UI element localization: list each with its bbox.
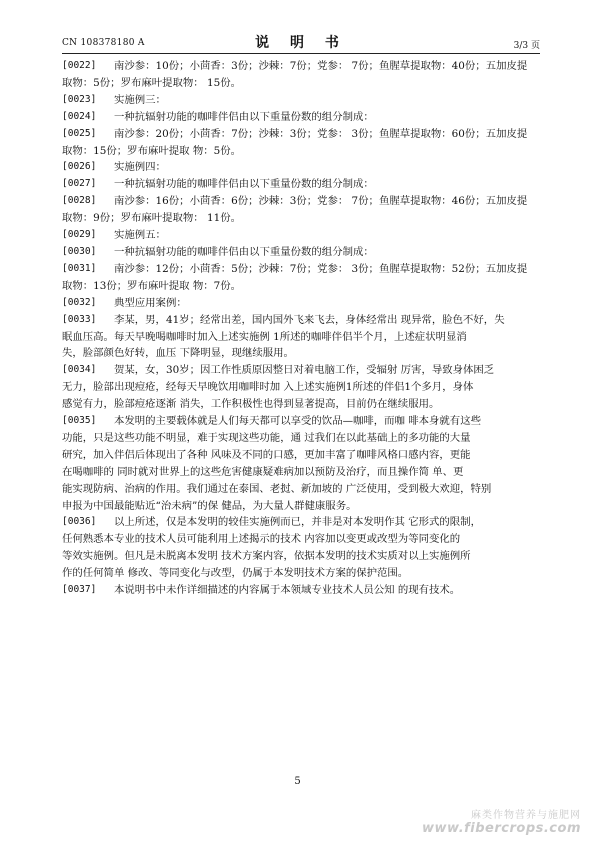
paragraph-number: [0029] <box>62 229 97 241</box>
paragraph-number: [0030] <box>62 245 97 257</box>
paragraph <box>62 312 540 363</box>
header-divider <box>62 53 540 54</box>
paragraph-line: 典型应用案例： <box>114 296 187 309</box>
paragraph-line: 一种抗辐射功能的咖啡伴侣由以下重量份数的组分制成： <box>114 178 374 191</box>
paragraph-line: 南沙参：20份；小茴香：7份；沙棘：3份；党参： 3份；鱼腥草提取物：60份；五加皮提 <box>114 127 528 140</box>
paragraph-number: [0026] <box>62 161 97 173</box>
paragraph <box>62 176 540 193</box>
paragraph-line: 取物：13份；罗布麻叶提取 物：7份。 <box>62 279 241 292</box>
paragraph-number: [0037] <box>62 584 97 596</box>
paragraph <box>62 193 540 227</box>
paragraph-line: 失，脸部颜色好转，血压 下降明显，现继续服用。 <box>62 347 294 360</box>
page-indicator: 3/3 页 <box>513 41 540 51</box>
paragraph-number: [0022] <box>62 60 97 71</box>
paragraph <box>62 244 540 261</box>
paragraph <box>62 261 540 295</box>
paragraph-line: 南沙参：10份；小茴香：3份；沙棘：7份；党参： 7份；鱼腥草提取物：40份；五加皮提 <box>114 60 528 72</box>
paragraph-number: [0027] <box>62 178 97 190</box>
document-title: 说 明 书 <box>255 35 347 51</box>
paragraph-line: 取物：9份；罗布麻叶提取物： 11份。 <box>62 212 241 225</box>
paragraph-line: 贺某，女，30岁；因工作性质原因整日对着电脑工作，受辐射 厉害，导致身体困乏 <box>114 364 495 377</box>
paragraph-number: [0034] <box>62 364 97 376</box>
paragraph-number: [0025] <box>62 127 97 139</box>
paragraph-number: [0036] <box>62 516 97 528</box>
paragraph <box>62 109 540 126</box>
paragraph-line: 实施例三： <box>114 93 166 106</box>
paragraph <box>62 227 540 244</box>
paragraph-number: [0035] <box>62 415 97 427</box>
paragraph-number: [0023] <box>62 93 97 105</box>
paragraph-line: 功能，只是这些功能不明显，难于实现这些功能，通 过我们在以此基础上的多功能的大量 <box>62 431 471 444</box>
paragraph-number: [0028] <box>62 195 97 207</box>
paragraph-line: 能实现防病、治病的作用。我们通过在泰国、老挝、新加坡的 广泛使用，受到极大欢迎，特别 <box>62 482 492 495</box>
paragraph-line: 实施例五： <box>114 229 166 242</box>
paragraph-line: 本发明的主要载体就是人们每天都可以享受的饮品—咖啡，而咖 啡本身就有这些 <box>114 415 481 428</box>
paragraph-line: 一种抗辐射功能的咖啡伴侣由以下重量份数的组分制成： <box>114 245 374 258</box>
paragraph-line: 眠血压高。每天早晚喝咖啡时加入上述实施例 1所述的咖啡伴侣半个月，上述症状明显消 <box>62 330 467 343</box>
paragraph-line: 一种抗辐射功能的咖啡伴侣由以下重量份数的组分制成： <box>114 110 374 123</box>
page-header <box>62 30 540 52</box>
paragraph-line: 以上所述，仅是本发明的较佳实施例而已，并非是对本发明作其 它形式的限制， <box>114 516 481 529</box>
document-number: CN 108378180 A <box>62 38 145 48</box>
paragraph-line: 感觉有力，脸部痘疮逐渐 消失，工作积极性也得到显著提高，目前仍在继续服用。 <box>62 398 440 411</box>
paragraph-line: 任何熟悉本专业的技术人员可能利用上述揭示的技术 内容加以变更或改型为等同变化的 <box>62 533 461 546</box>
paragraph <box>62 582 540 599</box>
paragraph-line: 南沙参：16份；小茴香：6份；沙棘：3份；党参： 7份；鱼腥草提取物：46份；五加皮提 <box>114 195 528 208</box>
paragraph-line: 研究，加入伴侣后体现出了各种 风味及不同的口感，更加丰富了咖啡风格口感内容，更能 <box>62 448 471 461</box>
paragraph-line: 本说明书中未作详细描述的内容属于本领域专业技术人员公知 的现有技术。 <box>114 584 461 597</box>
paragraph-line: 李某，男，41岁；经常出差，国内国外飞来飞去，身体经常出 现异常，脸色不好，失 <box>114 313 505 326</box>
paragraph <box>62 295 540 312</box>
paragraph-number: [0024] <box>62 110 97 122</box>
paragraph-number: [0031] <box>62 262 97 274</box>
paragraph-line: 等效实施例。但凡是未脱离本发明 技术方案内容，依据本发明的技术实质对以上实施例所 <box>62 550 471 563</box>
document-body <box>62 58 540 599</box>
paragraph <box>62 362 540 413</box>
paragraph-line: 南沙参：12份；小茴香：5份；沙棘：7份；党参： 3份；鱼腥草提取物：52份；五加皮提 <box>114 262 528 275</box>
paragraph <box>62 126 540 160</box>
watermark-site-name: 麻类作物营养与施肥网 <box>471 810 581 821</box>
paragraph <box>62 159 540 176</box>
watermark <box>422 806 581 836</box>
paragraph <box>62 413 540 514</box>
paragraph <box>62 514 540 582</box>
paragraph-line: 实施例四： <box>114 161 166 174</box>
paragraph <box>62 92 540 109</box>
paragraph-line: 取物：15份；罗布麻叶提取 物：5份。 <box>62 144 241 157</box>
paragraph-line: 无力，脸部出现痘疮，经每天早晚饮用咖啡时加 入上述实施例1所述的伴侣1个多月，身体 <box>62 381 474 394</box>
paragraph-line: 作的任何简单 修改、等同变化与改型，仍属于本发明技术方案的保护范围。 <box>62 567 409 580</box>
page-number: 5 <box>294 776 301 787</box>
paragraph-line: 取物：5份；罗布麻叶提取物： 15份。 <box>62 76 241 89</box>
paragraph-line: 在喝咖啡的 同时就对世界上的这些危害健康疑难病加以预防及治疗，而且操作简 单、更 <box>62 465 464 478</box>
paragraph-line: 申报为中国最能贴近“治未病”的保 健品，为大量人群健康服务。 <box>62 499 357 512</box>
paragraph-number: [0032] <box>62 296 97 308</box>
paragraph <box>62 58 540 92</box>
paragraph-number: [0033] <box>62 313 97 325</box>
watermark-url: www.fibercrops.com <box>422 821 581 836</box>
